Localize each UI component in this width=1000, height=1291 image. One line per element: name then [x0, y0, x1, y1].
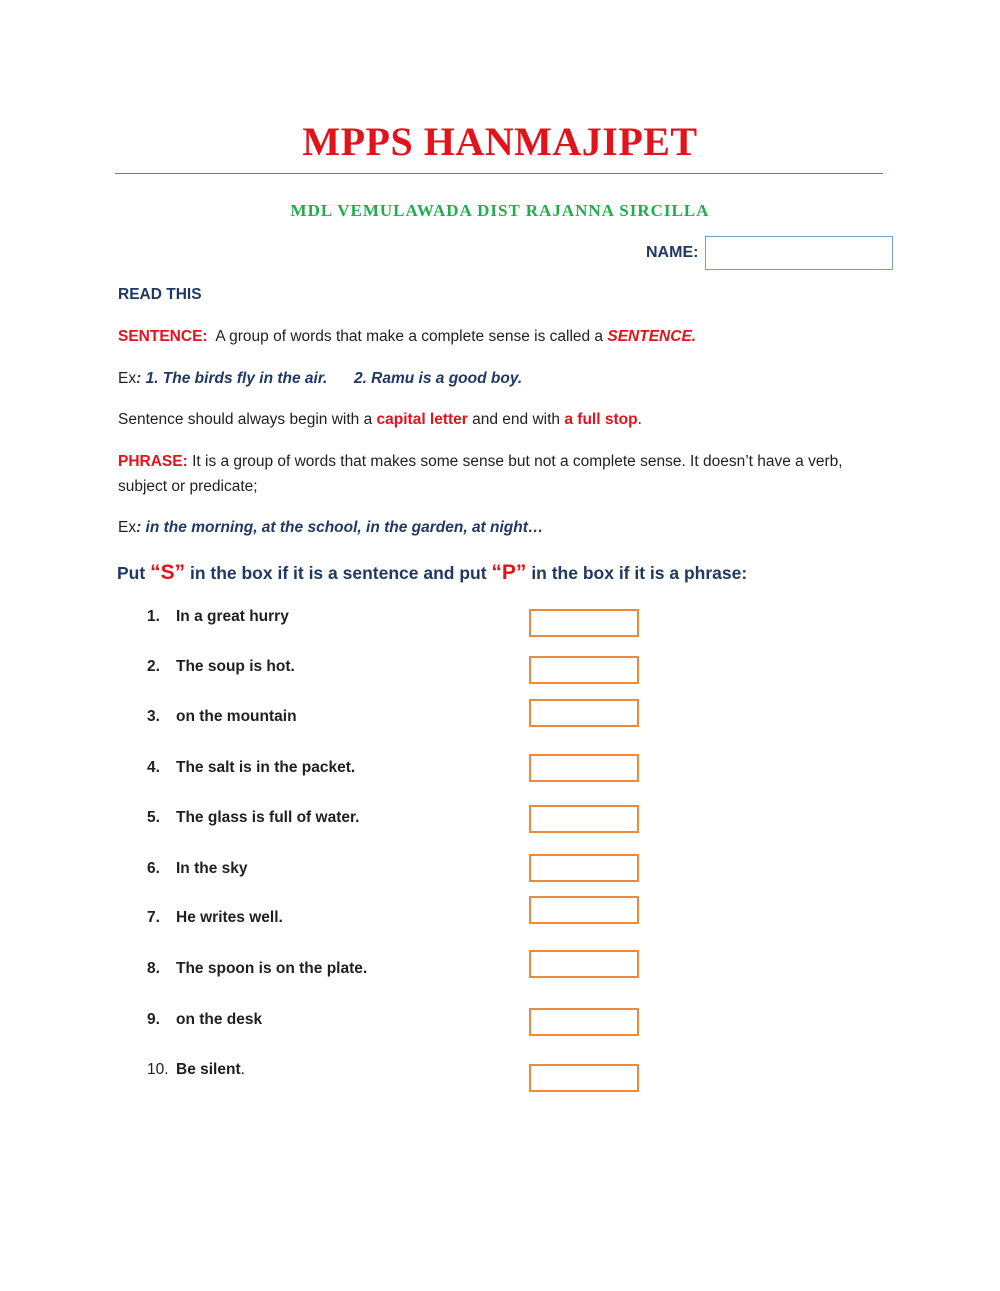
rule-part-1: Sentence should always begin with a	[118, 411, 373, 428]
question-item	[147, 759, 355, 777]
rule-end: .	[637, 411, 642, 428]
example-prefix: Ex	[118, 370, 137, 387]
question-text: The spoon is on the plate.	[176, 960, 368, 977]
sentence-examples	[118, 366, 888, 391]
sentence-example-1: 1. The birds fly in the air.	[145, 370, 328, 387]
question-item	[147, 1011, 262, 1029]
question-number: 7.	[147, 909, 160, 926]
full-stop-highlight: a full stop	[564, 411, 638, 428]
answer-box[interactable]	[529, 656, 639, 684]
question-text: In the sky	[176, 860, 248, 877]
page-title: MPPS HANMAJIPET	[302, 119, 698, 164]
question-text: The glass is full of water.	[176, 809, 360, 826]
question-tail: .	[240, 1061, 245, 1078]
answer-box[interactable]	[529, 754, 639, 782]
sentence-rule	[118, 407, 888, 432]
sentence-definition	[118, 324, 888, 349]
answer-box[interactable]	[529, 609, 639, 637]
capital-letter-highlight: capital letter	[376, 411, 468, 428]
question-item	[147, 960, 367, 978]
example-colon: :	[136, 370, 142, 387]
name-label: NAME:	[646, 244, 699, 261]
instruction	[117, 561, 747, 585]
title-divider	[115, 173, 883, 174]
phrase-example-prefix: Ex	[118, 519, 137, 536]
question-text: In a great hurry	[176, 608, 289, 625]
answer-box[interactable]	[529, 950, 639, 978]
question-item	[147, 809, 359, 827]
phrase-definition	[118, 449, 888, 499]
phrase-label: PHRASE:	[118, 453, 188, 470]
sentence-example-2: 2. Ramu is a good boy.	[353, 370, 523, 387]
page-subtitle: MDL VEMULAWADA DIST RAJANNA SIRCILLA	[290, 201, 710, 220]
question-item	[147, 1061, 245, 1079]
phrase-definition-text: It is a group of words that makes some sense but not a complete sense. It doesn’t have a verb, subject or predicate;	[118, 453, 843, 495]
answer-box[interactable]	[529, 699, 639, 727]
answer-box[interactable]	[529, 805, 639, 833]
question-item	[147, 708, 297, 726]
question-text: Be silent	[176, 1061, 241, 1078]
read-this-heading: READ THIS	[118, 286, 202, 303]
question-number: 1.	[147, 608, 160, 625]
question-number: 5.	[147, 809, 160, 826]
phrase-examples	[118, 515, 888, 540]
question-text: He writes well.	[176, 909, 283, 926]
name-field[interactable]	[705, 236, 893, 270]
question-number: 2.	[147, 658, 160, 675]
question-item	[147, 909, 283, 927]
question-item	[147, 860, 248, 878]
answer-box[interactable]	[529, 896, 639, 924]
question-number: 8.	[147, 960, 160, 977]
question-text: The salt is in the packet.	[176, 759, 356, 776]
question-item	[147, 608, 289, 626]
question-number: 10.	[147, 1061, 169, 1078]
question-text: on the mountain	[176, 708, 297, 725]
answer-box[interactable]	[529, 854, 639, 882]
sentence-label: SENTENCE:	[118, 328, 208, 345]
answer-box[interactable]	[529, 1008, 639, 1036]
instruction-part-3: in the box if it is a phrase:	[531, 563, 748, 583]
question-number: 6.	[147, 860, 160, 877]
question-number: 3.	[147, 708, 160, 725]
sentence-definition-text: A group of words that make a complete sense is called a	[215, 328, 604, 345]
instruction-part-2: in the box if it is a sentence and put	[189, 563, 487, 583]
rule-part-2: and end with	[472, 411, 561, 428]
s-marker: “S”	[150, 561, 186, 584]
answer-box[interactable]	[529, 1064, 639, 1092]
phrase-example-list: : in the morning, at the school, in the garden, at night…	[136, 519, 544, 536]
question-number: 4.	[147, 759, 160, 776]
p-marker: “P”	[491, 561, 527, 584]
question-text: The soup is hot.	[176, 658, 295, 675]
question-item	[147, 658, 295, 676]
question-number: 9.	[147, 1011, 160, 1028]
sentence-term: SENTENCE.	[607, 328, 697, 345]
question-text: on the desk	[176, 1011, 263, 1028]
instruction-part-1: Put	[117, 563, 146, 583]
